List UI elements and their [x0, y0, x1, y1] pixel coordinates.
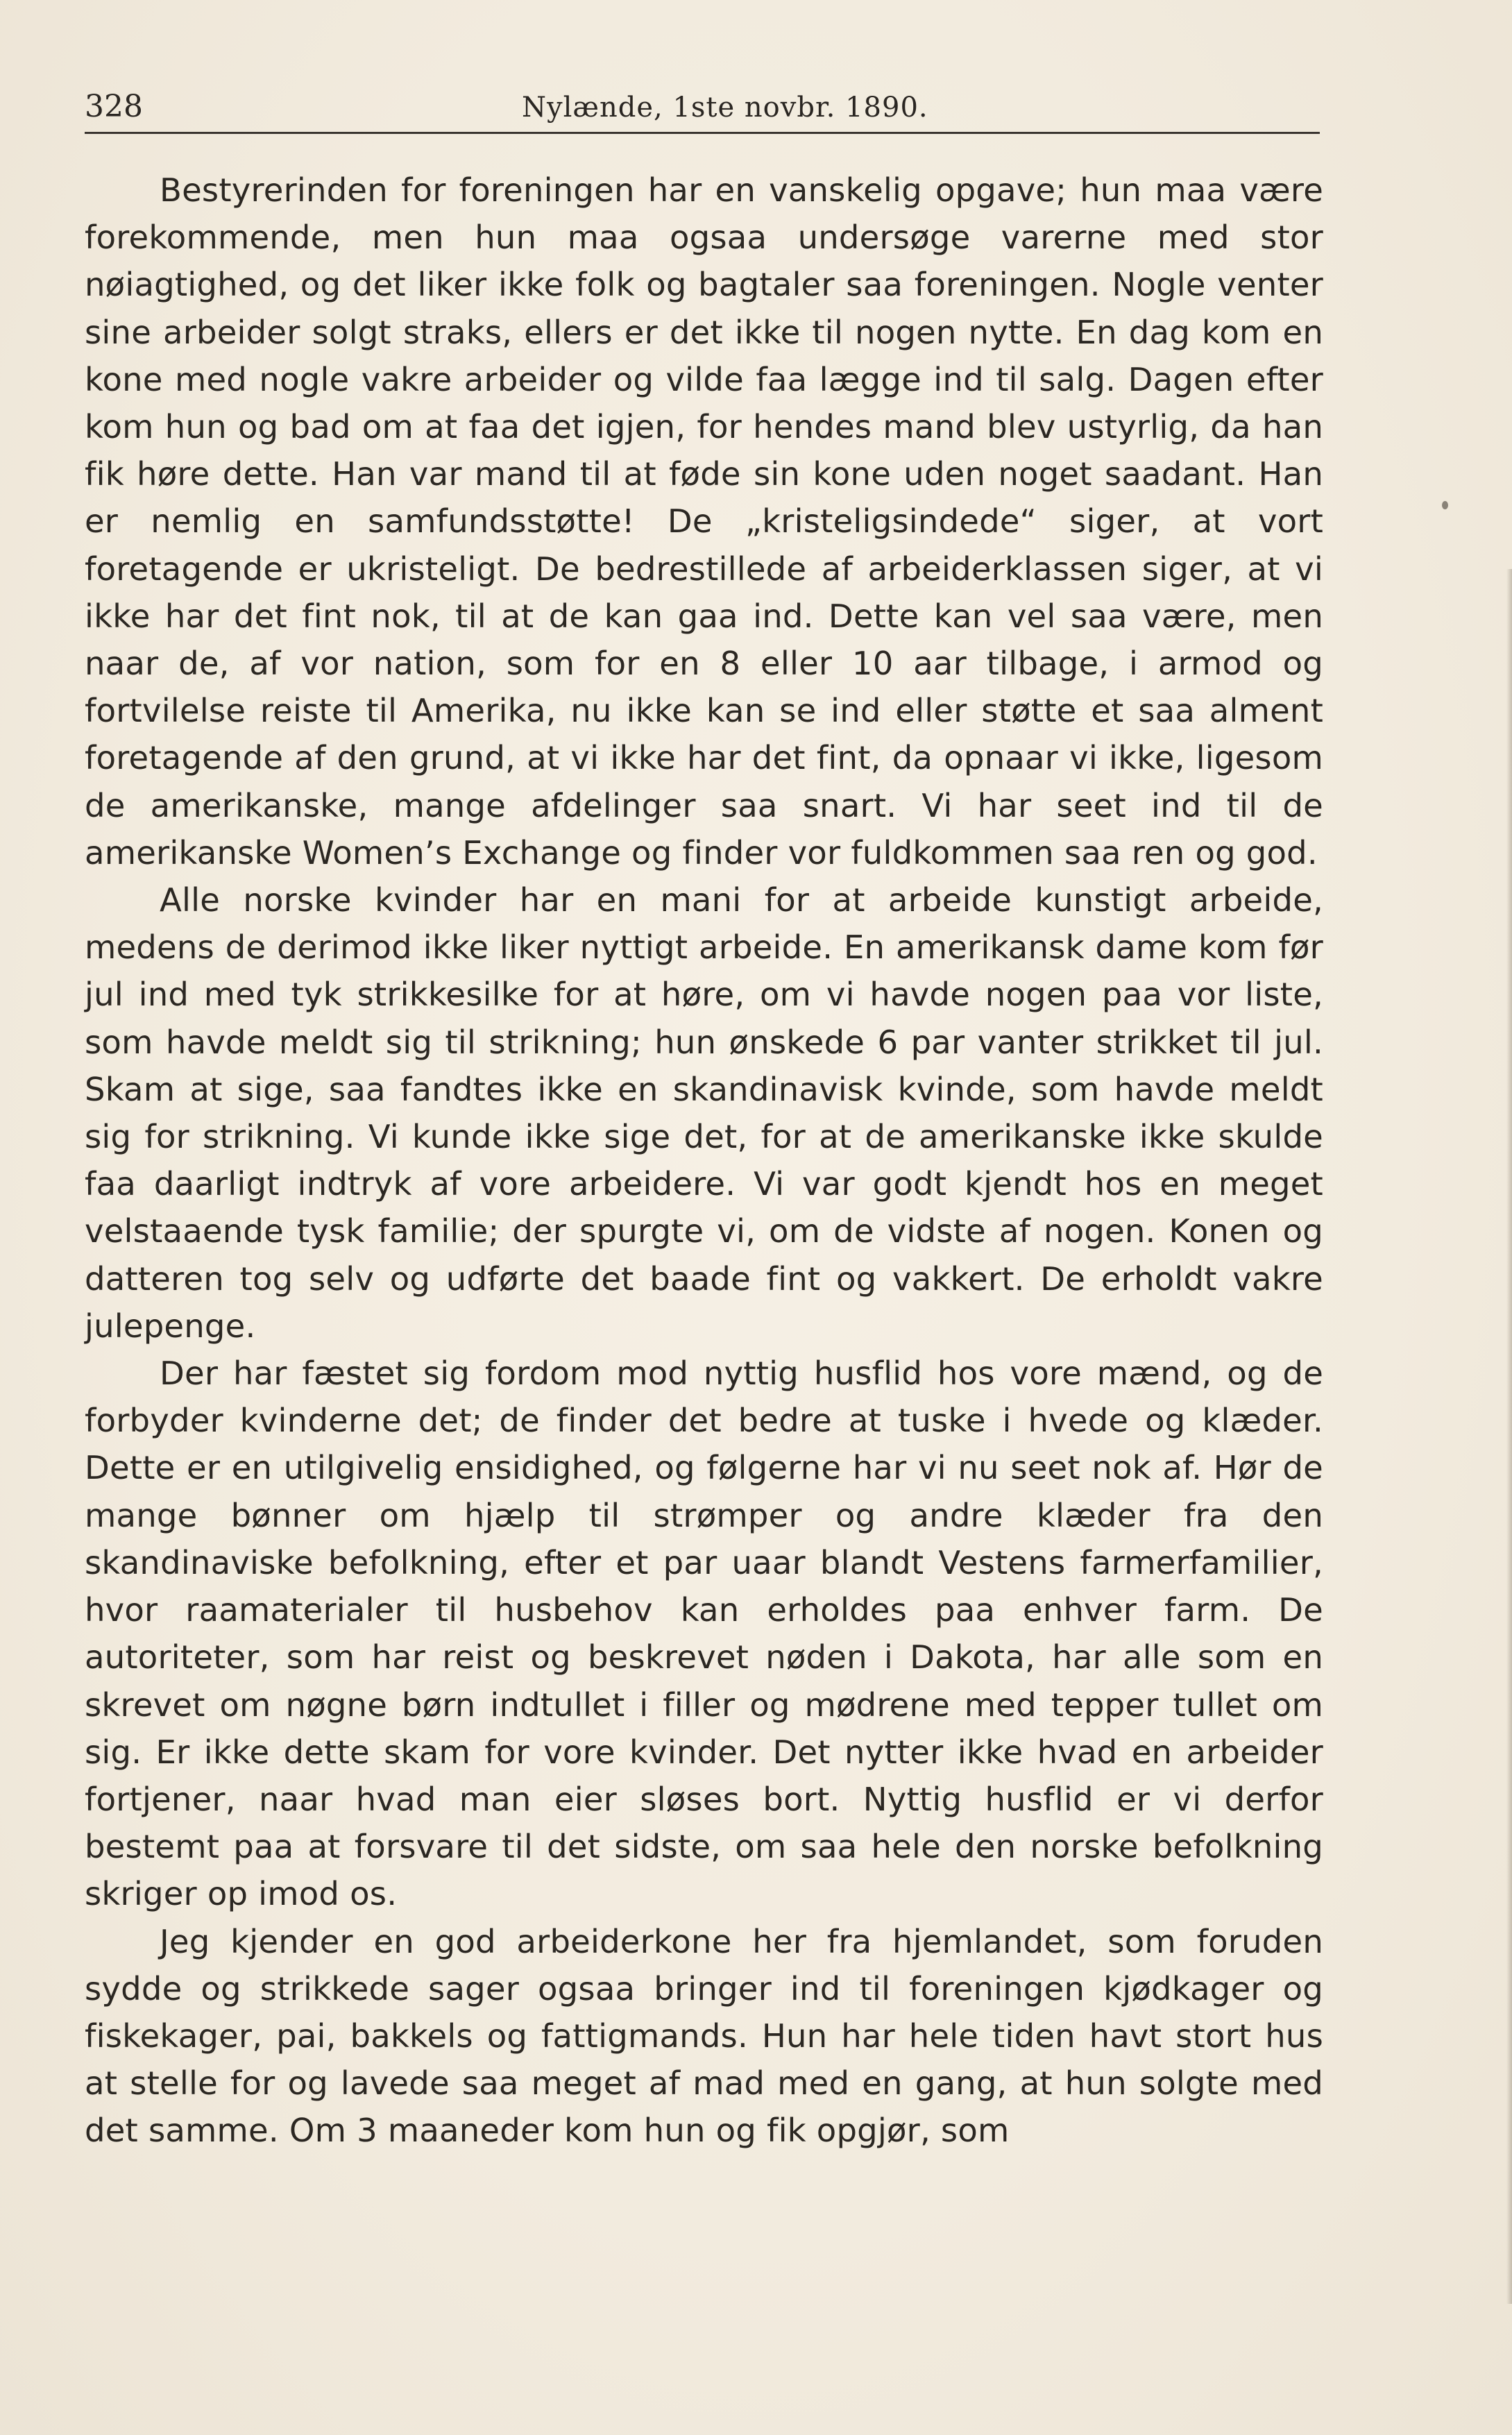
page-header	[85, 83, 1320, 132]
page-number: 328	[85, 89, 143, 124]
paragraph: Alle norske kvinder har en mani for at arbeide kunstigt arbeide, medens de derimod ikke liker nyttigt arbeide. En amerikansk dame kom før jul ind med tyk strikkesilke for at høre, om vi havde nogen paa vor liste, som havde meldt sig til strikning; hun ønskede 6 par vanter strikket til jul. Skam at sige, saa fandtes ikke en skandinavisk kvinde, som havde meldt sig for strikning. Vi kunde ikke sige det, for at de amerikanske ikke skulde faa daarligt indtryk af vore arbeidere. Vi var godt kjendt hos en meget velstaaende tysk familie; der spurgte vi, om de vidste af nogen. Konen og datteren tog selv og udførte det baade fint og vakkert. De erholdt vakre julepenge.	[85, 881, 1323, 1345]
running-head: Nylænde, 1ste novbr. 1890.	[522, 92, 928, 124]
paragraph: Jeg kjender en god arbeiderkone her fra hjemlandet, som foruden sydde og strikkede sager ogsaa bringer ind til foreningen kjødkager og fiskekager, pai, bakkels og fattigmands. Hun har hele tiden havt stort hus at stelle for og lavede saa meget af mad med en gang, at hun solgte med det samme. Om 3 maaneder kom hun og fik opgjør, som	[85, 1922, 1323, 2150]
page-edge-shadow	[1506, 569, 1512, 2304]
paragraph: Bestyrerinden for foreningen har en vanskelig opgave; hun maa være forekommende, men hun maa ogsaa undersøge varerne med stor nøiagtighed, og det liker ikke folk og bagtaler saa foreningen. Nogle venter sine arbeider solgt straks, ellers er det ikke til nogen nytte. En dag kom en kone med nogle vakre arbeider og vilde faa lægge ind til salg. Dagen efter kom hun og bad om at faa det igjen, for hendes mand blev ustyrlig, da han fik høre dette. Han var mand til at føde sin kone uden noget saadant. Han er nemlig en samfundsstøtte! De „kristeligsindede“ siger, at vort foretagende er ukristeligt. De bedrestillede af arbeiderklassen siger, at vi ikke har det fint nok, til at de kan gaa ind. Dette kan vel saa være, men naar de, af vor nation, som for en 8 eller 10 aar tilbage, i armod og fortvilelse reiste til Amerika, nu ikke kan se ind eller støtte et saa alment foretagende af den grund, at vi ikke har det fint, da opnaar vi ikke, ligesom de amerikanske, mange afdelinger saa snart. Vi har seet ind til de amerikanske Women’s Exchange og finder vor fuldkommen saa ren og god.	[85, 171, 1323, 872]
paragraph: Der har fæstet sig fordom mod nyttig husflid hos vore mænd, og de forbyder kvinderne det; de finder det bedre at tuske i hvede og klæder. Dette er en utilgivelig ensidighed, og følgerne har vi nu seet nok af. Hør de mange bønner om hjælp til strømper og andre klæder fra den skandinaviske befolkning, efter et par uaar blandt Vestens farmerfamilier, hvor raamaterialer til husbehov kan erholdes paa enhver farm. De autoriteter, som har reist og beskrevet nøden i Dakota, har alle som en skrevet om nøgne børn indtullet i filler og mødrene med tepper tullet om sig. Er ikke dette skam for vore kvinder. Det nytter ikke hvad en arbeider fortjener, naar hvad man eier sløses bort. Nyttig husflid er vi derfor bestemt paa at forsvare til det sidste, om saa hele den norske befolkning skriger op imod os.	[85, 1355, 1323, 1913]
header-rule	[85, 132, 1320, 134]
body-text	[85, 167, 1323, 2155]
ink-speck	[1442, 501, 1448, 509]
